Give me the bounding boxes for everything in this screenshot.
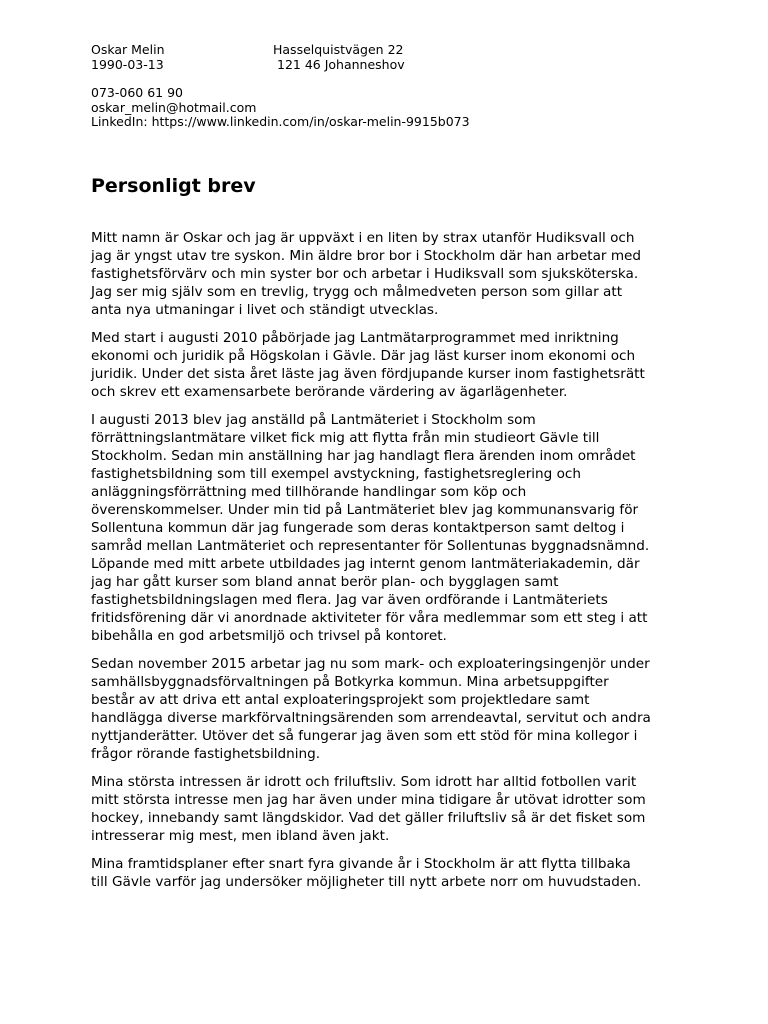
text-line: överenskommelser. Under min tid på Lantmäteriet blev jag kommunansvarig för (91, 502, 639, 518)
text-line: fastighetsförvärv och min syster bor och arbetar i Hudiksvall som sjuksköterska. (91, 266, 639, 282)
text-line: Mitt namn är Oskar och jag är uppväxt i en liten by strax utanför Hudiksvall och (91, 230, 635, 246)
text-line: Mina framtidsplaner efter snart fyra givande år i Stockholm är att flytta tillbaka (91, 856, 631, 872)
text-line: fastighetsbildningslagen med flera. Jag var även ordförande i Lantmäteriets (91, 592, 608, 608)
text-line: till Gävle varför jag undersöker möjligheter till nytt arbete norr om huvudstaden. (91, 874, 642, 890)
letter-title: Personligt brev (91, 175, 256, 197)
paragraph-6 (91, 855, 691, 891)
text-line: intresserar mig mest, men ibland även jakt. (91, 828, 390, 844)
text-line: handlägga diverse markförvaltningsärenden som arrendeavtal, servitut och andra (91, 710, 651, 726)
text-line: Sedan november 2015 arbetar jag nu som mark- och exploateringsingenjör under (91, 656, 650, 672)
text-line: anläggningsförrättning med tillhörande handlingar som köp och (91, 484, 527, 500)
text-line: Sollentuna kommun där jag fungerade som deras kontaktperson samt deltog i (91, 520, 625, 536)
text-line: består av att driva ett antal exploateringsprojekt som projektledare samt (91, 692, 590, 708)
text-line: nyttjanderätter. Utöver det så fungerar jag även som ett stöd för mina kollegor i (91, 728, 638, 744)
sender-birthdate: 1990-03-13 (91, 57, 164, 72)
phone-number: 073-060 61 90 (91, 85, 183, 100)
text-line: Löpande med mitt arbete utbildades jag internt genom lantmäteriakademin, där (91, 556, 640, 572)
text-line: och skrev ett examensarbete berörande värdering av ägarlägenheter. (91, 384, 568, 400)
text-line: jag har gått kurser som bland annat berör plan- och bygglagen samt (91, 574, 559, 590)
text-line: ekonomi och juridik på Högskolan i Gävle. Där jag läst kurser inom ekonomi och (91, 348, 636, 364)
letter-body (91, 229, 691, 901)
text-line: fritidsförening där vi anordnade aktiviteter för våra medlemmar som ett steg i att (91, 610, 648, 626)
paragraph-3 (91, 411, 691, 645)
paragraph-4 (91, 655, 691, 763)
text-line: samråd mellan Lantmäteriet och representanter för Sollentunas byggnadsnämnd. (91, 538, 650, 554)
paragraph-1 (91, 229, 691, 319)
text-line: fastighetsbildning som till exempel avstyckning, fastighetsreglering och (91, 466, 582, 482)
text-line: I augusti 2013 blev jag anställd på Lantmäteriet i Stockholm som (91, 412, 536, 428)
sender-street: Hasselquistvägen 22 (273, 42, 404, 57)
text-line: Mina största intressen är idrott och friluftsliv. Som idrott har alltid fotbollen varit (91, 774, 637, 790)
email-address: oskar_melin@hotmail.com (91, 99, 257, 115)
text-line: förrättningslantmätare vilket fick mig att flytta från min studieort Gävle till (91, 430, 600, 446)
text-line: hockey, innebandy samt längdskidor. Vad det gäller friluftsliv så är det fisket som (91, 810, 646, 826)
linkedin-url: LinkedIn: https://www.linkedin.com/in/oskar-melin-9915b073 (91, 114, 470, 129)
paragraph-5 (91, 773, 691, 845)
text-line: jag är yngst utav tre syskon. Min äldre bror bor i Stockholm där han arbetar med (91, 248, 642, 264)
text-line: Stockholm. Sedan min anställning har jag handlagt flera ärenden inom området (91, 448, 636, 464)
sender-name: Oskar Melin (91, 42, 165, 57)
text-line: bibehålla en god arbetsmiljö och trivsel på kontoret. (91, 628, 447, 644)
text-line: frågor rörande fastighetsbildning. (91, 746, 321, 762)
paragraph-2 (91, 329, 691, 401)
text-line: mitt största intresse men jag har även under mina tidigare år utövat idrotter som (91, 792, 646, 808)
text-line: Med start i augusti 2010 påbörjade jag Lantmätarprogrammet med inriktning (91, 330, 619, 346)
text-line: anta nya utmaningar i livet och ständigt utvecklas. (91, 302, 439, 318)
text-line: juridik. Under det sista året läste jag även fördjupande kurser inom fastighetsrätt (91, 366, 645, 382)
text-line: samhällsbyggnadsförvaltningen på Botkyrka kommun. Mina arbetsuppgifter (91, 674, 609, 690)
contact-block (91, 86, 470, 130)
text-line: Jag ser mig själv som en trevlig, trygg och målmedveten person som gillar att (91, 284, 623, 300)
sender-postal: 121 46 Johanneshov (277, 57, 405, 72)
